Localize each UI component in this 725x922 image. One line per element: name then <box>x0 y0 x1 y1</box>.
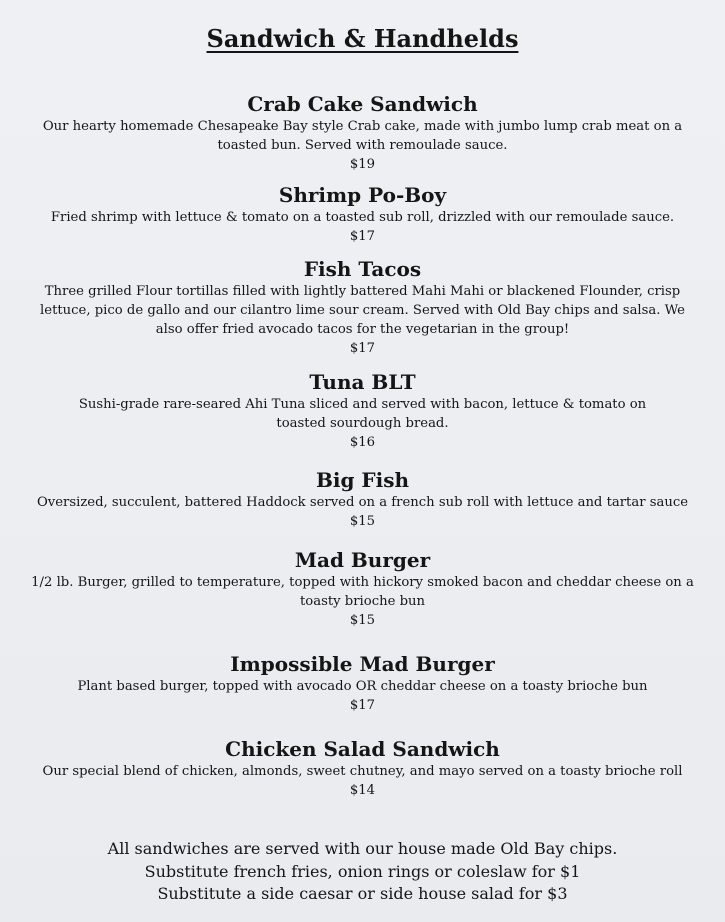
menu-item-impossible-mad-burger <box>20 651 705 716</box>
footer-note-chips: All sandwiches are served with our house made Old Bay chips. <box>107 839 618 858</box>
item-name: Tuna BLT <box>309 370 416 394</box>
menu-item-crab-cake-sandwich <box>20 91 705 175</box>
menu-item-tuna-blt <box>20 369 705 453</box>
item-price: $15 <box>349 613 376 628</box>
item-name: Shrimp Po-Boy <box>278 183 447 207</box>
item-description-line: toasted sourdough bread. <box>276 416 449 431</box>
menu-item-big-fish <box>20 467 705 532</box>
menu-item-fish-tacos <box>20 256 705 359</box>
item-price: $16 <box>349 435 376 450</box>
menu-item-mad-burger <box>20 547 705 631</box>
menu-item-shrimp-po-boy <box>20 182 705 247</box>
item-price: $17 <box>349 229 376 244</box>
menu-footer <box>0 838 725 906</box>
footer-note-fries-substitute: Substitute french fries, onion rings or coleslaw for $1 <box>144 861 581 881</box>
item-description-line: toasty brioche bun <box>299 594 426 609</box>
item-name: Fish Tacos <box>303 257 422 281</box>
item-description-line: 1/2 lb. Burger, grilled to temperature, topped with hickory smoked bacon and cheddar cheese on a <box>31 575 694 590</box>
item-price: $19 <box>349 157 376 172</box>
item-description-line: Our special blend of chicken, almonds, sweet chutney, and mayo served on a toasty brioche roll <box>42 764 683 779</box>
item-description-line: toasted bun. Served with remoulade sauce. <box>217 138 508 153</box>
item-name: Chicken Salad Sandwich <box>225 737 500 761</box>
menu-section-title: Sandwich & Handhelds <box>206 24 519 53</box>
item-name: Big Fish <box>315 468 410 492</box>
item-description-line: lettuce, pico de gallo and our cilantro lime sour cream. Served with Old Bay chips and salsa. We <box>40 303 685 318</box>
item-name: Impossible Mad Burger <box>230 652 495 676</box>
item-price: $14 <box>349 783 376 798</box>
item-description-line: Sushi-grade rare-seared Ahi Tuna sliced and served with bacon, lettuce & tomato on <box>78 397 647 412</box>
item-description-line: Our hearty homemade Chesapeake Bay style Crab cake, made with jumbo lump crab meat on a <box>42 119 683 134</box>
item-name: Mad Burger <box>294 548 431 572</box>
item-price: $15 <box>349 514 376 529</box>
item-name: Crab Cake Sandwich <box>247 92 478 116</box>
item-description-line: also offer fried avocado tacos for the vegetarian in the group! <box>155 322 570 337</box>
menu-item-chicken-salad-sandwich <box>20 736 705 801</box>
item-price: $17 <box>349 341 376 356</box>
item-description-line: Plant based burger, topped with avocado OR cheddar cheese on a toasty brioche bun <box>77 679 648 694</box>
item-description-line: Three grilled Flour tortillas filled with lightly battered Mahi Mahi or blackened Flounder, crisp <box>44 284 681 299</box>
item-description-line: Fried shrimp with lettuce & tomato on a toasted sub roll, drizzled with our remoulade sauce. <box>50 210 675 225</box>
footer-note-salad-substitute: Substitute a side caesar or side house salad for $3 <box>157 884 568 903</box>
item-price: $17 <box>349 698 376 713</box>
item-description-line: Oversized, succulent, battered Haddock served on a french sub roll with lettuce and tartar sauce <box>36 495 689 510</box>
